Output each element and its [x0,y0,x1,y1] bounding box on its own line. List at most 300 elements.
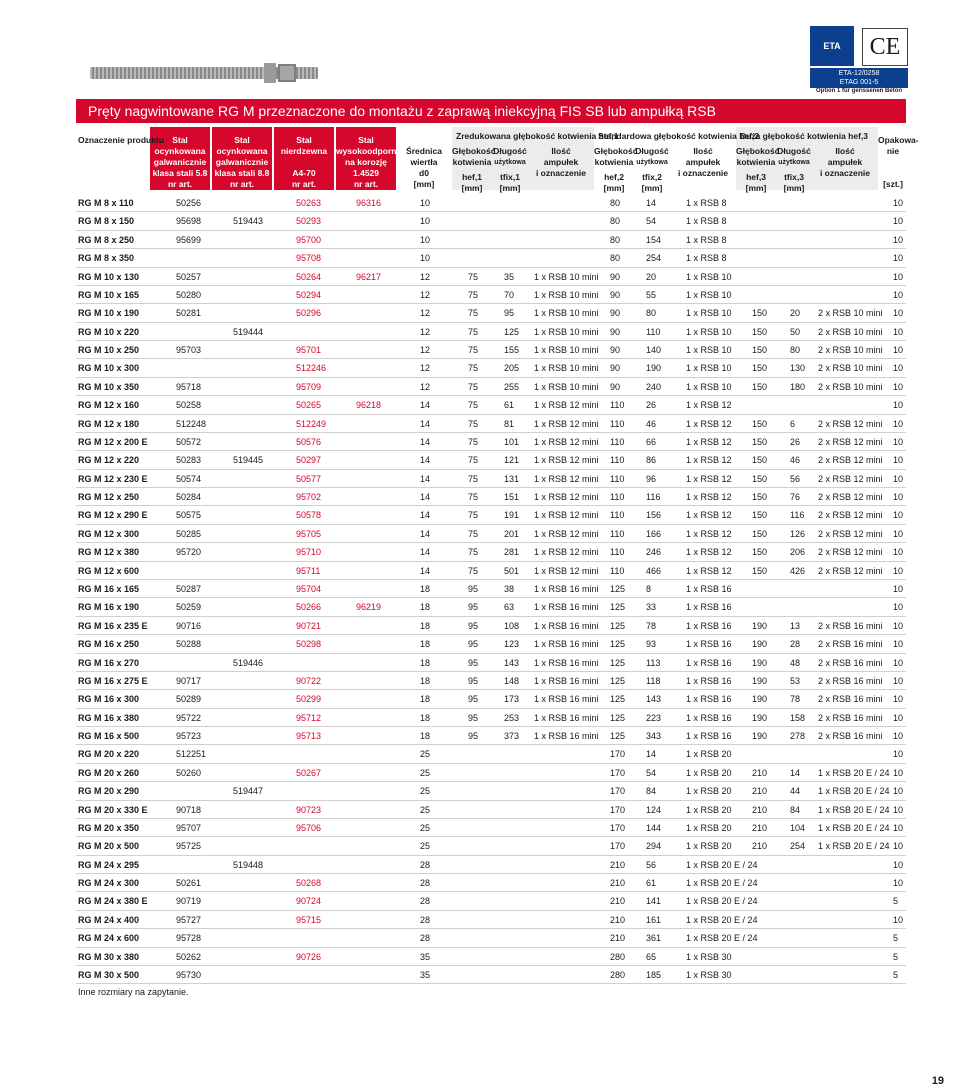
cell-d0: 25 [420,786,431,797]
cell-art_a4: 90724 [296,896,322,907]
row-divider [76,818,906,819]
cell-pack: 10 [893,455,904,466]
eta-logo: ETA [810,26,854,66]
cell-tfix1: 35 [504,271,515,282]
cell-hef2: 90 [610,363,621,374]
row-divider [76,414,906,415]
cell-qty1: 1 x RSB 10 mini [534,308,599,319]
footnote: Inne rozmiary na zapytanie. [78,987,189,997]
cell-pack: 10 [893,400,904,411]
cell-art_58: 50288 [176,639,202,650]
cell-tfix2: 166 [646,528,662,539]
cell-hef3: 150 [752,565,768,576]
cell-hef1: 75 [468,308,479,319]
cell-product: RG M 16 x 165 [78,583,140,594]
cell-art_58: 50283 [176,455,202,466]
cell-qty2: 1 x RSB 12 [686,436,732,447]
cell-d0: 14 [420,455,431,466]
cell-tfix2: 86 [646,455,657,466]
cell-tfix2: 190 [646,363,662,374]
cell-product: RG M 16 x 235 E [78,620,148,631]
cell-qty2: 1 x RSB 8 [686,234,727,245]
cell-hef3: 190 [752,712,768,723]
cell-qty3: 2 x RSB 12 mini [818,510,883,521]
cell-pack: 10 [893,473,904,484]
cell-art_58: 50281 [176,308,202,319]
cell-art_a4: 95713 [296,731,322,742]
cell-qty3: 2 x RSB 16 mini [818,712,883,723]
cell-pack: 10 [893,657,904,668]
cell-hef1: 95 [468,639,479,650]
cell-tfix3: 126 [790,528,806,539]
cell-hef2: 110 [610,436,625,447]
cell-hef1: 75 [468,510,479,521]
cell-art_a4: 95708 [296,253,322,264]
cell-product: RG M 12 x 180 [78,418,140,429]
cell-product: RG M 12 x 160 [78,400,140,411]
cell-qty2: 1 x RSB 20 E / 24 [686,896,758,907]
cell-qty1: 1 x RSB 10 mini [534,363,599,374]
cell-pack: 10 [893,418,904,429]
cell-tfix1: 131 [504,473,520,484]
cell-d0: 25 [420,804,431,815]
cell-pack: 10 [893,804,904,815]
cell-hef3: 150 [752,528,768,539]
cell-qty3: 2 x RSB 16 mini [818,620,883,631]
cell-art_88: 519444 [233,326,264,337]
row-divider [76,708,906,709]
cell-qty2: 1 x RSB 30 [686,969,732,980]
cell-qty3: 2 x RSB 10 mini [818,308,883,319]
cell-hef2: 170 [610,786,626,797]
cell-qty1: 1 x RSB 12 mini [534,473,599,484]
cell-tfix3: 254 [790,841,806,852]
cell-d0: 28 [420,914,431,925]
row-divider [76,891,906,892]
row-divider [76,689,906,690]
cell-qty1: 1 x RSB 16 mini [534,639,599,650]
cell-qty1: 1 x RSB 12 mini [534,565,599,576]
cell-product: RG M 30 x 500 [78,969,140,980]
cell-product: RG M 20 x 260 [78,767,140,778]
cell-tfix3: 76 [790,492,801,503]
cell-hef3: 150 [752,381,768,392]
header-depth-1: Głębokość kotwienia hef,1 [mm] [452,146,496,193]
cell-hef3: 190 [752,731,768,742]
cell-tfix3: 53 [790,675,801,686]
cell-qty3: 2 x RSB 10 mini [818,363,883,374]
row-divider [76,763,906,764]
cell-hef3: 150 [752,326,768,337]
cell-hef1: 75 [468,271,479,282]
eta-number: ETA-12/0258 ETAG 001-5 [810,68,908,88]
cell-tfix3: 84 [790,804,801,815]
cell-d0: 18 [420,583,431,594]
cell-tfix3: 80 [790,345,801,356]
cell-hef2: 110 [610,473,625,484]
cell-qty2: 1 x RSB 16 [686,694,732,705]
cell-hef2: 125 [610,675,626,686]
cell-tfix1: 205 [504,363,520,374]
cell-pack: 10 [893,363,904,374]
row-divider [76,211,906,212]
cell-art_58: 95707 [176,822,202,833]
cell-tfix3: 46 [790,455,801,466]
cell-tfix3: 158 [790,712,806,723]
cell-art_a4: 50266 [296,602,322,613]
cell-qty3: 2 x RSB 10 mini [818,381,883,392]
cell-pack: 10 [893,271,904,282]
cell-product: RG M 16 x 380 [78,712,140,723]
cell-pack: 5 [893,951,899,962]
cell-tfix3: 6 [790,418,796,429]
cell-art_58: 95727 [176,914,202,925]
cell-d0: 12 [420,308,431,319]
cell-pack: 10 [893,675,904,686]
cell-art_a4: 50267 [296,767,322,778]
cell-art_a4: 50293 [296,216,322,227]
cell-tfix2: 240 [646,381,662,392]
cell-tfix3: 278 [790,731,806,742]
cell-hef1: 95 [468,602,479,613]
row-divider [76,983,906,984]
header-steel-hc: Stal wysokoodporna na korozję 1.4529 nr art. [336,135,402,189]
cell-pack: 10 [893,822,904,833]
cell-art_58: 50260 [176,767,202,778]
cell-art_a4: 95709 [296,381,322,392]
cell-hef2: 210 [610,878,626,889]
cell-pack: 10 [893,345,904,356]
cell-art_a4: 512246 [296,363,327,374]
cell-qty1: 1 x RSB 10 mini [534,289,599,300]
cell-tfix3: 14 [790,767,801,778]
cell-pack: 10 [893,786,904,797]
cell-hef2: 80 [610,216,621,227]
cell-qty2: 1 x RSB 12 [686,565,732,576]
cell-d0: 25 [420,767,431,778]
cell-art_a4: 50294 [296,289,322,300]
cell-tfix1: 101 [504,436,520,447]
cell-qty2: 1 x RSB 12 [686,510,732,521]
cell-qty2: 1 x RSB 12 [686,400,732,411]
cell-tfix3: 56 [790,473,801,484]
cell-art_58: 50280 [176,289,202,300]
cell-qty1: 1 x RSB 12 mini [534,547,599,558]
cell-art_a4: 90721 [296,620,322,631]
cell-tfix2: 246 [646,547,662,558]
cell-qty2: 1 x RSB 10 [686,308,732,319]
cell-qty2: 1 x RSB 12 [686,528,732,539]
cell-qty2: 1 x RSB 16 [686,583,732,594]
row-divider [76,450,906,451]
cell-tfix1: 61 [504,400,515,411]
cell-art_a4: 50296 [296,308,322,319]
cell-d0: 10 [420,198,431,208]
row-divider [76,671,906,672]
cell-tfix3: 20 [790,308,801,319]
cell-art_a4: 95700 [296,234,322,245]
row-divider [76,781,906,782]
cell-product: RG M 10 x 250 [78,345,140,356]
cell-qty2: 1 x RSB 20 E / 24 [686,859,758,870]
cell-art_58: 50285 [176,528,202,539]
cell-qty2: 1 x RSB 12 [686,455,732,466]
cell-art_58: 50287 [176,583,202,594]
cell-qty1: 1 x RSB 10 mini [534,381,599,392]
cell-qty1: 1 x RSB 16 mini [534,657,599,668]
cell-product: RG M 20 x 330 E [78,804,148,815]
cell-qty3: 2 x RSB 16 mini [818,731,883,742]
cell-qty3: 2 x RSB 12 mini [818,492,883,503]
cell-tfix2: 56 [646,859,657,870]
cell-hef2: 210 [610,933,626,944]
cell-qty3: 2 x RSB 12 mini [818,565,883,576]
cell-product: RG M 16 x 300 [78,694,140,705]
cell-qty2: 1 x RSB 16 [686,657,732,668]
cell-product: RG M 12 x 220 [78,455,140,466]
cell-hef2: 110 [610,528,625,539]
cell-hef3: 150 [752,492,768,503]
cell-product: RG M 20 x 220 [78,749,140,760]
cell-d0: 18 [420,731,431,742]
cell-art_hc: 96217 [356,271,382,282]
row-divider [76,836,906,837]
cell-qty2: 1 x RSB 10 [686,289,732,300]
cell-hef1: 75 [468,436,479,447]
cell-tfix1: 191 [504,510,520,521]
row-divider [76,800,906,801]
cell-d0: 14 [420,400,431,411]
cell-qty2: 1 x RSB 30 [686,951,732,962]
cell-hef2: 110 [610,418,625,429]
header-depth-2: Głębokość kotwienia hef,2 [mm] [594,146,638,193]
cell-tfix2: 110 [646,326,661,337]
cell-tfix2: 14 [646,198,657,208]
cell-product: RG M 8 x 110 [78,198,134,208]
cell-d0: 18 [420,639,431,650]
cell-hef1: 75 [468,528,479,539]
cell-art_58: 95730 [176,969,202,980]
cell-art_a4: 50577 [296,473,322,484]
cell-tfix3: 50 [790,326,801,337]
cell-product: RG M 24 x 380 E [78,896,148,907]
cell-tfix1: 63 [504,602,515,613]
cell-qty1: 1 x RSB 16 mini [534,731,599,742]
cell-tfix2: 361 [646,933,662,944]
cell-hef2: 90 [610,345,621,356]
cell-hef1: 75 [468,326,479,337]
cell-art_58: 50259 [176,602,202,613]
row-divider [76,744,906,745]
cell-tfix1: 70 [504,289,515,300]
header-product: Oznaczenie produktu [78,135,164,145]
cell-qty2: 1 x RSB 20 [686,841,732,852]
cell-d0: 25 [420,822,431,833]
cell-art_a4: 95701 [296,345,322,356]
cell-hef2: 125 [610,639,626,650]
cell-hef1: 75 [468,565,479,576]
cell-qty3: 2 x RSB 12 mini [818,418,883,429]
cell-product: RG M 10 x 165 [78,289,140,300]
cell-art_58: 95723 [176,731,202,742]
cell-art_58: 95698 [176,216,202,227]
cell-product: RG M 12 x 250 [78,492,140,503]
cell-hef2: 80 [610,253,621,264]
cell-hef2: 170 [610,804,626,815]
row-divider [76,340,906,341]
cell-product: RG M 16 x 270 [78,657,140,668]
cell-art_58: 95720 [176,547,202,558]
cell-product: RG M 24 x 600 [78,933,140,944]
cell-hef2: 210 [610,914,626,925]
cell-pack: 10 [893,381,904,392]
cell-art_a4: 95702 [296,492,322,503]
cell-art_hc: 96218 [356,400,382,411]
cell-tfix2: 78 [646,620,657,631]
cell-art_58: 512248 [176,418,207,429]
cell-d0: 14 [420,492,431,503]
cell-hef1: 95 [468,712,479,723]
cell-d0: 35 [420,951,431,962]
cell-hef3: 210 [752,786,768,797]
cell-pack: 10 [893,198,904,208]
cell-hef3: 210 [752,841,768,852]
cell-tfix3: 426 [790,565,806,576]
cell-art_a4: 50299 [296,694,322,705]
cell-pack: 5 [893,969,899,980]
cell-qty3: 2 x RSB 12 mini [818,528,883,539]
cell-art_a4: 50576 [296,436,322,447]
cell-art_58: 50575 [176,510,202,521]
cell-art_a4: 90723 [296,804,322,815]
cell-qty3: 1 x RSB 20 E / 24 [818,822,890,833]
cell-d0: 25 [420,749,431,760]
cell-qty2: 1 x RSB 20 E / 24 [686,914,758,925]
cell-art_a4: 50298 [296,639,322,650]
cell-tfix3: 180 [790,381,806,392]
cell-tfix2: 54 [646,767,657,778]
cell-tfix1: 201 [504,528,520,539]
header-group2: Standardowa głębokość kotwienia hef,2 [598,131,760,141]
cell-pack: 5 [893,933,899,944]
cell-d0: 25 [420,841,431,852]
cell-art_a4: 512249 [296,418,327,429]
cell-hef1: 75 [468,289,479,300]
cell-art_a4: 90726 [296,951,322,962]
cell-qty3: 2 x RSB 12 mini [818,547,883,558]
cell-tfix2: 65 [646,951,657,962]
cell-d0: 10 [420,253,431,264]
cell-tfix1: 501 [504,565,520,576]
cell-art_58: 50257 [176,271,202,282]
cell-qty2: 1 x RSB 12 [686,492,732,503]
cell-hef3: 190 [752,657,768,668]
cell-tfix2: 141 [646,896,662,907]
cell-product: RG M 20 x 350 [78,822,140,833]
row-divider [76,634,906,635]
cell-pack: 10 [893,620,904,631]
cell-hef1: 75 [468,381,479,392]
cell-hef3: 150 [752,418,768,429]
cell-d0: 28 [420,896,431,907]
cell-tfix2: 55 [646,289,657,300]
cell-hef2: 125 [610,583,626,594]
cell-d0: 14 [420,565,431,576]
cell-qty3: 2 x RSB 12 mini [818,473,883,484]
cell-art_58: 50261 [176,878,202,889]
cell-product: RG M 8 x 250 [78,234,135,245]
header-pack: Opakowa- nie [szt.] [878,135,919,189]
cell-d0: 28 [420,878,431,889]
cell-tfix1: 155 [504,345,520,356]
row-divider [76,285,906,286]
cell-qty1: 1 x RSB 12 mini [534,528,599,539]
cell-qty2: 1 x RSB 8 [686,198,727,208]
cell-product: RG M 16 x 190 [78,602,140,613]
cell-qty2: 1 x RSB 16 [686,620,732,631]
cell-hef1: 75 [468,418,479,429]
cell-qty3: 2 x RSB 16 mini [818,675,883,686]
page-title: Pręty nagwintowane RG M przeznaczone do montażu z zaprawą iniekcyjną FIS SB lub ampułką RSB [88,103,716,119]
cell-product: RG M 12 x 290 E [78,510,148,521]
cell-qty2: 1 x RSB 20 [686,804,732,815]
cell-tfix2: 156 [646,510,662,521]
cell-qty3: 1 x RSB 20 E / 24 [818,767,890,778]
header-length-3: Długość użytkowa tfix,3 [mm] [777,146,811,193]
cell-hef3: 190 [752,620,768,631]
cell-hef3: 150 [752,436,768,447]
cell-product: RG M 10 x 300 [78,363,140,374]
cell-qty2: 1 x RSB 20 [686,786,732,797]
cell-product: RG M 12 x 200 E [78,436,148,447]
cell-qty1: 1 x RSB 12 mini [534,492,599,503]
cell-qty2: 1 x RSB 10 [686,381,732,392]
cell-art_58: 95718 [176,381,202,392]
cell-hef2: 210 [610,896,626,907]
cell-tfix2: 14 [646,749,657,760]
row-divider [76,230,906,231]
cell-tfix2: 93 [646,639,657,650]
cell-d0: 14 [420,510,431,521]
cell-hef3: 190 [752,694,768,705]
cell-qty3: 1 x RSB 20 E / 24 [818,786,890,797]
cell-tfix2: 46 [646,418,657,429]
cell-qty2: 1 x RSB 10 [686,363,732,374]
cell-tfix2: 113 [646,657,661,668]
cell-art_a4: 50265 [296,400,322,411]
cell-tfix1: 123 [504,639,520,650]
cell-qty3: 2 x RSB 16 mini [818,694,883,705]
header-steel-58: Stal ocynkowana galwanicznie klasa stali 5.8 nr art. [152,135,208,189]
cell-qty3: 2 x RSB 10 mini [818,326,883,337]
row-divider [76,469,906,470]
cell-pack: 10 [893,216,904,227]
cell-tfix1: 253 [504,712,520,723]
cell-hef1: 95 [468,620,479,631]
cell-qty1: 1 x RSB 16 mini [534,620,599,631]
cell-art_a4: 50578 [296,510,322,521]
cell-tfix3: 206 [790,547,806,558]
header-group3: Duża głębokość kotwienia hef,3 [740,131,869,141]
row-divider [76,303,906,304]
cell-hef2: 125 [610,620,626,631]
cell-hef3: 190 [752,639,768,650]
row-divider [76,432,906,433]
cell-qty3: 2 x RSB 16 mini [818,639,883,650]
cell-hef2: 90 [610,308,621,319]
cell-product: RG M 20 x 500 [78,841,140,852]
cell-tfix2: 66 [646,436,657,447]
